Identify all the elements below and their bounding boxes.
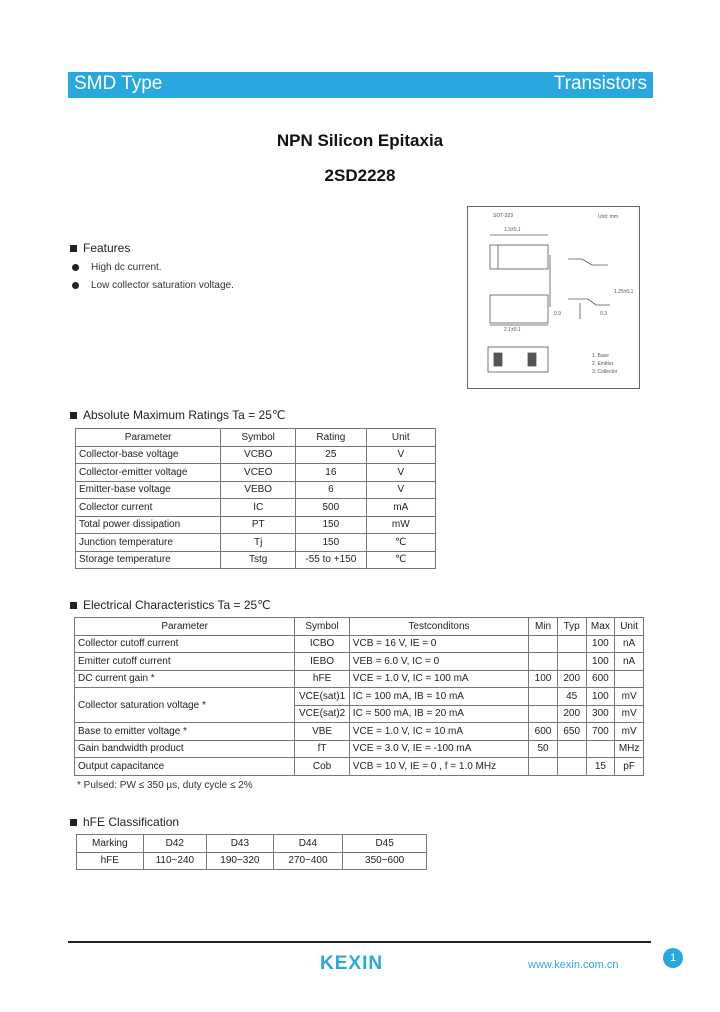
table-row: Emitter-base voltage VEBO 6 V [76, 481, 436, 499]
website-link[interactable]: www.kexin.com.cn [528, 959, 619, 971]
header-bar [68, 72, 653, 98]
table-header-row: Parameter Symbol Rating Unit [76, 429, 436, 447]
header-left: SMD Type [74, 73, 163, 94]
footer-divider [68, 941, 651, 943]
table-row: hFE 110~240 190~320 270~400 350~600 [77, 852, 427, 870]
table-row: Emitter cutoff current IEBO VEB = 6.0 V, IC = 0 100 nA [75, 653, 644, 671]
unit-label: Unit: mm [598, 214, 618, 220]
square-bullet-icon [70, 412, 77, 419]
table-header-row: Parameter Symbol Testconditons Min Typ Max Unit [75, 618, 644, 636]
dot-bullet-icon [72, 264, 79, 271]
square-bullet-icon [70, 602, 77, 609]
pin-label: 1. Base [592, 353, 609, 359]
table-row: DC current gain * hFE VCE = 1.0 V, IC = 100 mA 100 200 600 [75, 670, 644, 688]
table-row: Total power dissipation PT 150 mW [76, 516, 436, 534]
package-diagram [467, 206, 640, 389]
table-row: Collector cutoff current ICBO VCB = 16 V, IE = 0 100 nA [75, 635, 644, 653]
dimension-label: 0.9 [554, 311, 561, 317]
table-row: Marking D42 D43 D44 D45 [77, 835, 427, 853]
hfe-table [76, 834, 427, 870]
feature-item: Low collector saturation voltage. [72, 280, 234, 291]
page-title: NPN Silicon Epitaxia [276, 131, 444, 150]
part-number: 2SD2228 [324, 166, 396, 185]
square-bullet-icon [70, 245, 77, 252]
table-row: Collector-base voltage VCBO 25 V [76, 446, 436, 464]
dimension-label: 0.3 [600, 311, 607, 317]
elec-heading: Electrical Characteristics Ta = 25℃ [70, 598, 271, 612]
features-heading: Features [70, 241, 130, 255]
table-row: Collector-emitter voltage VCEO 16 V [76, 464, 436, 482]
pin-label: 3. Collector [592, 369, 618, 375]
table-row: Collector saturation voltage * VCE(sat)1 IC = 100 mA, IB = 10 mA 45 100 mV [75, 688, 644, 706]
square-bullet-icon [70, 819, 77, 826]
dimension-label: 1.3±0.1 [504, 227, 521, 233]
table-row: Gain bandwidth product fT VCE = 3.0 V, IE = -100 mA 50 MHz [75, 740, 644, 758]
table-row: Junction temperature Tj 150 ℃ [76, 534, 436, 552]
package-outline-drawing [468, 207, 639, 388]
pin-label: 2. Emitter [592, 361, 614, 367]
feature-item: High dc current. [72, 262, 162, 273]
table-row: Storage temperature Tstg -55 to +150 ℃ [76, 551, 436, 569]
pulsed-note: * Pulsed: PW ≤ 350 µs, duty cycle ≤ 2% [77, 780, 253, 791]
table-row: Output capacitance Cob VCB = 10 V, IE = 0 , f = 1.0 MHz 15 pF [75, 758, 644, 776]
table-row: Collector current IC 500 mA [76, 499, 436, 517]
table-row: VCE(sat)2 IC = 500 mA, IB = 20 mA 200 300 mV [75, 705, 644, 723]
package-label: SOT-323 [493, 213, 514, 219]
dot-bullet-icon [72, 282, 79, 289]
dimension-label: 2.1±0.1 [504, 327, 521, 333]
hfe-heading: hFE Classification [70, 815, 179, 829]
abs-max-heading: Absolute Maximum Ratings Ta = 25℃ [70, 408, 285, 422]
elec-table [74, 617, 644, 776]
abs-max-table [75, 428, 436, 569]
table-row: Base to emitter voltage * VBE VCE = 1.0 V, IC = 10 mA 600 650 700 mV [75, 723, 644, 741]
kexin-logo: KEXIN [320, 953, 384, 974]
page-number: 1 [663, 948, 683, 968]
header-right: Transistors [553, 73, 647, 94]
dimension-label: 1.25±0.1 [614, 289, 634, 295]
